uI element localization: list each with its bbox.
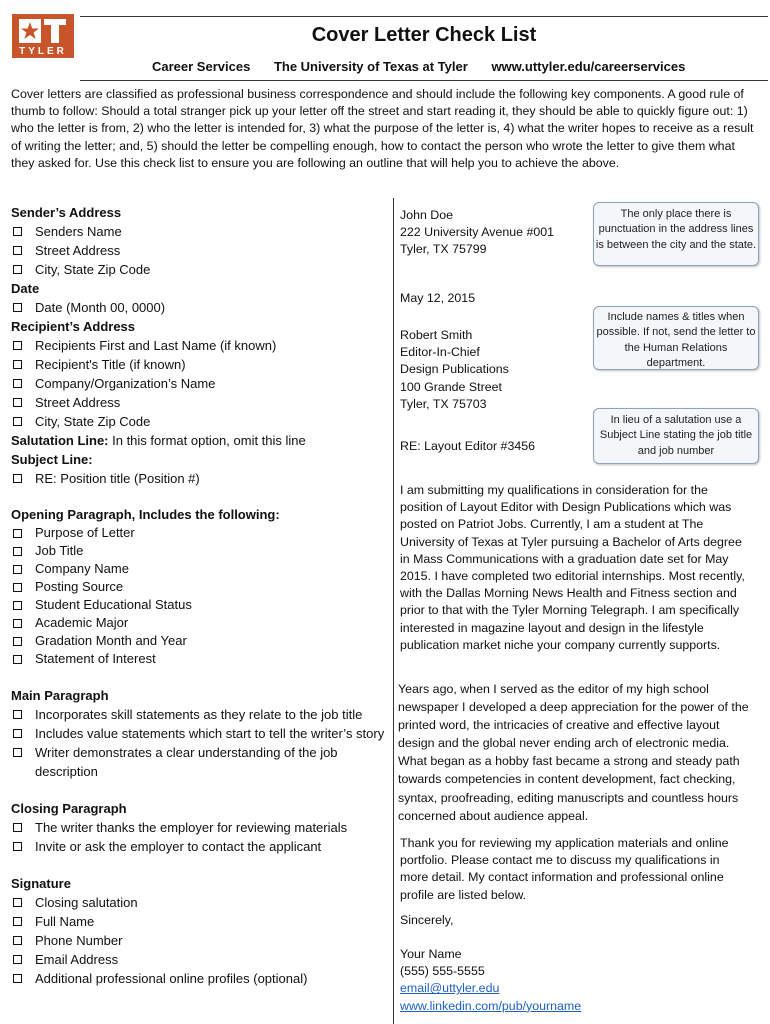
callout-address-punctuation: The only place there is punctuation in the address lines is between the city and the state. — [593, 202, 759, 266]
closing-paragraph: Thank you for reviewing my application materials and online portfolio. Please contact me to discuss my qualifications in more detail. My contact information and professional online profile are listed below. — [400, 836, 729, 902]
callout-names-titles: Include names & titles when possible. If not, send the letter to the Human Relations department. — [593, 306, 759, 370]
column-divider — [393, 198, 394, 1024]
letter-date: May 12, 2015 — [400, 291, 476, 305]
checkbox-icon[interactable] — [13, 936, 22, 945]
checkbox-icon[interactable] — [13, 898, 22, 907]
signature-block — [400, 946, 700, 1015]
recipient-address: Robert Smith Editor-In-Chief Design Publications 100 Grande Street Tyler, TX 75703 — [400, 328, 509, 411]
checkbox-icon[interactable] — [13, 360, 22, 369]
checkbox-icon[interactable] — [13, 583, 22, 592]
subject-heading: Subject Line: — [11, 452, 93, 467]
callout-salutation: In lieu of a salutation use a Subject Line stating the job title and job number — [593, 408, 759, 464]
checkbox-icon[interactable] — [13, 619, 22, 628]
website-link[interactable]: www.uttyler.edu/careerservices — [491, 59, 686, 74]
checklist-item[interactable]: Incorporates skill statements as they relate to the job title — [11, 705, 396, 724]
checkbox-icon[interactable] — [13, 341, 22, 350]
linkedin-link[interactable]: www.linkedin.com/pub/yourname — [400, 998, 582, 1013]
checklist-item[interactable]: Invite or ask the employer to contact the applicant — [11, 837, 396, 856]
intro-paragraph: Cover letters are classified as professional business correspondence and should include the following key components. A good rule of thumb to follow: Should a total stranger pick up your letter off the street and start reading it, they should be able to quickly figure out: 1) who the letter is from, 2) who the letter is intended for, 3) what the purpose of the letter is, 4) what the writer hopes to receive as a result of writing the letter; and, 5) should the letter be compelling enough, how to contact the person who wrote the letter to give them what they asked for. Use this check list to ensure you are following an outline that will help you to achieve the above. — [11, 87, 754, 170]
checklist-item[interactable]: Street Address — [11, 393, 396, 412]
checkbox-icon[interactable] — [13, 474, 22, 483]
signature-heading: Signature — [11, 876, 71, 891]
checklist-item[interactable]: Writer demonstrates a clear understanding of the job description — [11, 743, 396, 781]
checkbox-icon[interactable] — [13, 955, 22, 964]
checklist-item[interactable]: Recipients First and Last Name (if known) — [11, 336, 396, 355]
checkbox-icon[interactable] — [13, 917, 22, 926]
checkbox-icon[interactable] — [13, 842, 22, 851]
checkbox-icon[interactable] — [13, 565, 22, 574]
checkbox-icon[interactable] — [13, 379, 22, 388]
checklist — [11, 203, 396, 988]
recipient-heading: Recipient’s Address — [11, 319, 136, 334]
opening-heading: Opening Paragraph, Includes the following: — [11, 507, 280, 522]
checklist-item[interactable]: Purpose of Letter — [11, 524, 396, 542]
checklist-item[interactable]: Email Address — [11, 950, 396, 969]
checklist-item[interactable]: City, State Zip Code — [11, 260, 396, 279]
checklist-item[interactable]: Company Name — [11, 560, 396, 578]
checkbox-icon[interactable] — [13, 303, 22, 312]
checkbox-icon[interactable] — [13, 417, 22, 426]
checklist-item[interactable]: Job Title — [11, 542, 396, 560]
checklist-item[interactable]: Recipient's Title (if known) — [11, 355, 396, 374]
checkbox-icon[interactable] — [13, 974, 22, 983]
letter-subject: RE: Layout Editor #3456 — [400, 439, 536, 453]
main-paragraph: Years ago, when I served as the editor of my high school newspaper I developed a deep appreciation for the power of the printed word, the intricacies of creative and effective layout design and the global never ending arch of electronic media. What began as a hobby fast became a strong and steady path towards competencies in content development, fact checking, syntax, proofreading, editing manuscripts and countless hours concerned about audience appeal. — [398, 682, 749, 823]
checkbox-icon[interactable] — [13, 398, 22, 407]
checkbox-icon[interactable] — [13, 227, 22, 236]
checkbox-icon[interactable] — [13, 710, 22, 719]
checklist-item[interactable]: Statement of Interest — [11, 650, 396, 668]
checklist-item[interactable]: Academic Major — [11, 614, 396, 632]
checklist-item[interactable]: Gradation Month and Year — [11, 632, 396, 650]
sender-heading: Sender’s Address — [11, 205, 122, 220]
checkbox-icon[interactable] — [13, 655, 22, 664]
checklist-item[interactable]: Company/Organization’s Name — [11, 374, 396, 393]
email-link[interactable]: email@uttyler.edu — [400, 981, 500, 996]
checklist-item[interactable]: RE: Position title (Position #) — [11, 469, 396, 488]
checklist-item[interactable]: Senders Name — [11, 222, 396, 241]
closing-heading: Closing Paragraph — [11, 801, 127, 816]
checklist-item[interactable]: Student Educational Status — [11, 596, 396, 614]
ut-tyler-logo — [12, 14, 74, 58]
checkbox-icon[interactable] — [13, 637, 22, 646]
checkbox-icon[interactable] — [13, 729, 22, 738]
sincerely: Sincerely, — [400, 913, 454, 927]
phone-number: (555) 555-5555 — [400, 964, 485, 979]
checklist-item[interactable]: Date (Month 00, 0000) — [11, 298, 396, 317]
checkbox-icon[interactable] — [13, 547, 22, 556]
checkbox-icon[interactable] — [13, 246, 22, 255]
org-name: Career Services — [152, 59, 251, 74]
checklist-item[interactable]: Includes value statements which start to tell the writer’s story — [11, 724, 396, 743]
checklist-item[interactable]: The writer thanks the employer for reviewing materials — [11, 818, 396, 837]
ut-star-icon — [12, 14, 74, 47]
salutation-heading: Salutation Line: In this format option, omit this line — [11, 433, 306, 448]
opening-paragraph: I am submitting my qualifications in consideration for the position of Layout Editor with Design Publications which was posted on Patriot Jobs. Currently, I am a student at The University of Texas at Tyler pursuing a Bachelor of Arts degree in Mass Communications with a graduation date set for May 2015. I have completed two editorial internships. Most recently, with the Dallas Morning News Health and Fitness section and prior to that with the Tyler Morning Telegraph. I am specifically interested in magazine layout and design in the lifestyle publication market niche your company currently supports. — [400, 483, 745, 652]
checkbox-icon[interactable] — [13, 823, 22, 832]
checkbox-icon[interactable] — [13, 265, 22, 274]
your-name: Your Name — [400, 947, 462, 961]
header-rule — [80, 16, 768, 17]
checklist-item[interactable]: Additional professional online profiles (optional) — [11, 969, 396, 988]
subheader — [152, 59, 705, 74]
sender-address: John Doe 222 University Avenue #001 Tyler, TX 75799 — [400, 208, 555, 257]
checklist-item[interactable]: Street Address — [11, 241, 396, 260]
checklist-item[interactable]: Closing salutation — [11, 893, 396, 912]
checkbox-icon[interactable] — [13, 529, 22, 538]
subheader-rule — [80, 80, 768, 81]
university-name: The University of Texas at Tyler — [273, 59, 468, 74]
checklist-item[interactable]: Full Name — [11, 912, 396, 931]
date-heading: Date — [11, 281, 40, 296]
checkbox-icon[interactable] — [13, 748, 22, 757]
checklist-item[interactable]: Phone Number — [11, 931, 396, 950]
page-title: Cover Letter Check List — [311, 24, 537, 46]
main-heading: Main Paragraph — [11, 688, 109, 703]
checkbox-icon[interactable] — [13, 601, 22, 610]
checklist-item[interactable]: Posting Source — [11, 578, 396, 596]
logo-text: TYLER — [19, 46, 67, 57]
salutation-note: In this format option, omit this line — [108, 433, 306, 448]
checklist-item[interactable]: City, State Zip Code — [11, 412, 396, 431]
